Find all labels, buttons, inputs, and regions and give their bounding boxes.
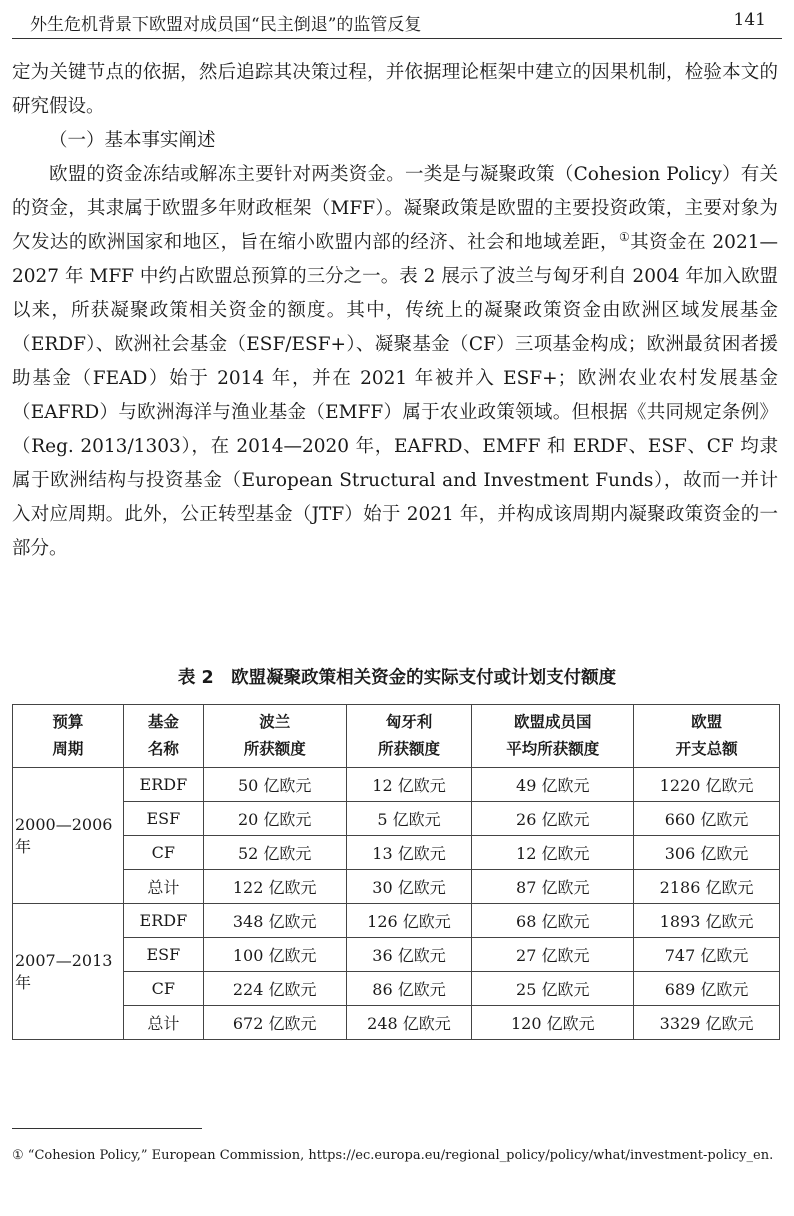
paragraph-cohesion-policy xyxy=(12,158,778,566)
footnote xyxy=(12,1144,778,1168)
fund-cell: ESF xyxy=(123,802,203,836)
fund-cell: CF xyxy=(123,836,203,870)
page-number: 141 xyxy=(733,10,766,30)
header-eu-total: 欧盟 开支总额 xyxy=(634,705,780,768)
member-average-cell: 27 亿欧元 xyxy=(472,938,634,972)
eu-total-cell: 1893 亿欧元 xyxy=(634,904,780,938)
paragraph-cohesion-policy-part2: 其资金在 2021—2027 年 MFF 中约占欧盟总预算的三分之一。表 2 展示了波兰与匈牙利自 2004 年加入欧盟以来，所获凝聚政策相关资金的额度。其中，传统上的凝聚政策资金由欧洲区域发展基金（ERDF）、欧洲社会基金（ESF/ESF+）、凝聚基金（CF）三项基金构成；欧洲最贫困者援助基金（FEAD）始于 2014 年，并在 2021 年被并入 ESF+；欧洲农业农村发展基金（EAFRD）与欧洲海洋与渔业基金（EMFF）属于农业政策领域。但根据《共同规定条例》（Reg. 2013/1303），在 2014—2020 年，EAFRD、EMFF 和 ERDF、ESF、CF 均隶属于欧洲结构与投资基金（European Structural and Investment Funds），故而一并计入对应周期。此外，公正转型基金（JTF）始于 2021 年，并构成该周期内凝聚政策资金的一部分。 xyxy=(12,232,778,559)
member-average-cell: 68 亿欧元 xyxy=(472,904,634,938)
footnote-divider xyxy=(12,1128,202,1129)
poland-cell: 52 亿欧元 xyxy=(203,836,346,870)
fund-cell: CF xyxy=(123,972,203,1006)
paragraph-continued: 定为关键节点的依据，然后追踪其决策过程，并依据理论框架中建立的因果机制，检验本文的研究假设。 xyxy=(12,62,778,117)
table-row xyxy=(13,972,780,1006)
running-title: 外生危机背景下欧盟对成员国“民主倒退”的监管反复 xyxy=(30,15,422,35)
header-hungary: 匈牙利 所获额度 xyxy=(346,705,472,768)
member-average-cell: 87 亿欧元 xyxy=(472,870,634,904)
hungary-cell: 12 亿欧元 xyxy=(346,768,472,802)
header-fund: 基金 名称 xyxy=(123,705,203,768)
funding-table xyxy=(12,704,780,1040)
footnote-text[interactable]: “Cohesion Policy,” European Commission, https://ec.europa.eu/regional_policy/policy/what/investment-policy_en. xyxy=(27,1148,774,1163)
footnote-marker: ① xyxy=(12,1148,24,1163)
hungary-cell: 36 亿欧元 xyxy=(346,938,472,972)
eu-total-cell: 660 亿欧元 xyxy=(634,802,780,836)
table-row xyxy=(13,802,780,836)
table-row xyxy=(13,904,780,938)
hungary-cell: 126 亿欧元 xyxy=(346,904,472,938)
hungary-cell: 13 亿欧元 xyxy=(346,836,472,870)
member-average-cell: 12 亿欧元 xyxy=(472,836,634,870)
eu-total-cell: 2186 亿欧元 xyxy=(634,870,780,904)
poland-cell: 50 亿欧元 xyxy=(203,768,346,802)
eu-total-cell: 1220 亿欧元 xyxy=(634,768,780,802)
hungary-cell: 86 亿欧元 xyxy=(346,972,472,1006)
poland-cell: 224 亿欧元 xyxy=(203,972,346,1006)
header-poland: 波兰 所获额度 xyxy=(203,705,346,768)
poland-cell: 100 亿欧元 xyxy=(203,938,346,972)
running-header xyxy=(12,6,782,39)
fund-cell: 总计 xyxy=(123,870,203,904)
header-member-average: 欧盟成员国 平均所获额度 xyxy=(472,705,634,768)
hungary-cell: 5 亿欧元 xyxy=(346,802,472,836)
body-text xyxy=(12,56,778,566)
hungary-cell: 30 亿欧元 xyxy=(346,870,472,904)
table-row xyxy=(13,870,780,904)
poland-cell: 672 亿欧元 xyxy=(203,1006,346,1040)
eu-total-cell: 689 亿欧元 xyxy=(634,972,780,1006)
hungary-cell: 248 亿欧元 xyxy=(346,1006,472,1040)
header-period: 预算 周期 xyxy=(13,705,124,768)
fund-cell: 总计 xyxy=(123,1006,203,1040)
table-row xyxy=(13,768,780,802)
table-caption: 表 2 欧盟凝聚政策相关资金的实际支付或计划支付额度 xyxy=(177,668,617,688)
section-heading: （一）基本事实阐述 xyxy=(49,130,216,151)
fund-cell: ERDF xyxy=(123,904,203,938)
period-cell: 2007—2013 年 xyxy=(13,904,124,1040)
member-average-cell: 25 亿欧元 xyxy=(472,972,634,1006)
table-row xyxy=(13,938,780,972)
eu-total-cell: 747 亿欧元 xyxy=(634,938,780,972)
table-row xyxy=(13,836,780,870)
poland-cell: 348 亿欧元 xyxy=(203,904,346,938)
eu-total-cell: 306 亿欧元 xyxy=(634,836,780,870)
fund-cell: ERDF xyxy=(123,768,203,802)
paragraph-cohesion-policy-part1: 欧盟的资金冻结或解冻主要针对两类资金。一类是与凝聚政策（Cohesion Policy）有关的资金，其隶属于欧盟多年财政框架（MFF）。凝聚政策是欧盟的主要投资政策，主要对象为欠发达的欧洲国家和地区，旨在缩小欧盟内部的经济、社会和地域差距， xyxy=(12,164,778,253)
poland-cell: 20 亿欧元 xyxy=(203,802,346,836)
eu-total-cell: 3329 亿欧元 xyxy=(634,1006,780,1040)
table-header-row xyxy=(13,705,780,768)
member-average-cell: 26 亿欧元 xyxy=(472,802,634,836)
poland-cell: 122 亿欧元 xyxy=(203,870,346,904)
footnote-reference[interactable]: ① xyxy=(618,229,631,244)
member-average-cell: 49 亿欧元 xyxy=(472,768,634,802)
member-average-cell: 120 亿欧元 xyxy=(472,1006,634,1040)
fund-cell: ESF xyxy=(123,938,203,972)
period-cell: 2000—2006 年 xyxy=(13,768,124,904)
table-row xyxy=(13,1006,780,1040)
